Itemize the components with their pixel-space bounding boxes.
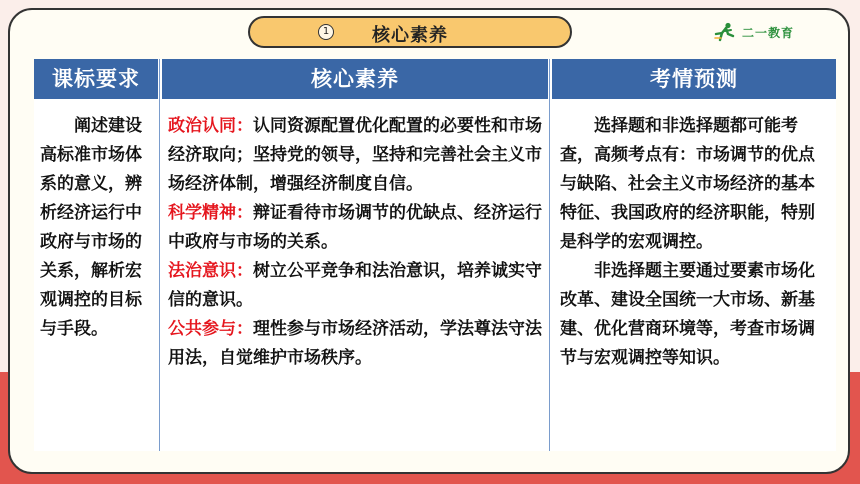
section-title: 核心素养 xyxy=(372,25,448,46)
content-table xyxy=(34,59,836,451)
column-header-requirements: 课标要求 xyxy=(34,59,158,99)
runner-icon xyxy=(712,22,738,42)
literacy-label: 科学精神： xyxy=(168,203,253,223)
literacy-label: 政治认同： xyxy=(168,116,253,136)
requirements-text: 阐述建设高标准市场体系的意义，辨析经济运行中政府与市场的关系，解析宏观调控的目标与手段。 xyxy=(40,116,142,339)
section-header xyxy=(248,16,572,48)
literacy-item: 法治意识：树立公平竞争和法治意识，培养诚实守信的意识。 xyxy=(168,261,542,310)
column-header-forecast: 考情预测 xyxy=(552,59,836,99)
forecast-paragraph: 非选择题主要通过要素市场化改革、建设全国统一大市场、新基建、优化营商环境等，考查市场调节与宏观调控等知识。 xyxy=(560,261,815,368)
literacy-item: 政治认同：认同资源配置优化配置的必要性和市场经济取向；坚持党的领导，坚持和完善社会主义市场经济体制，增强经济制度自信。 xyxy=(168,116,542,194)
literacy-label: 法治意识： xyxy=(168,261,253,281)
literacy-label: 公共参与： xyxy=(168,319,253,339)
logo-text: 二一教育 xyxy=(742,25,795,40)
forecast-cell xyxy=(552,103,836,451)
literacy-cell xyxy=(162,103,548,451)
literacy-item: 公共参与：理性参与市场经济活动，学法尊法守法用法，自觉维护市场秩序。 xyxy=(168,319,542,368)
column-divider xyxy=(159,59,160,451)
brand-logo xyxy=(712,22,794,42)
column-header-literacy: 核心素养 xyxy=(162,59,548,99)
forecast-paragraph: 选择题和非选择题都可能考查，高频考点有：市场调节的优点与缺陷、社会主义市场经济的基本特征、我国政府的经济职能，特别是科学的宏观调控。 xyxy=(560,116,815,252)
column-divider xyxy=(549,59,550,451)
requirements-cell xyxy=(34,103,158,451)
section-number-badge: 1 xyxy=(318,24,334,40)
literacy-item: 科学精神：辩证看待市场调节的优缺点、经济运行中政府与市场的关系。 xyxy=(168,203,542,252)
